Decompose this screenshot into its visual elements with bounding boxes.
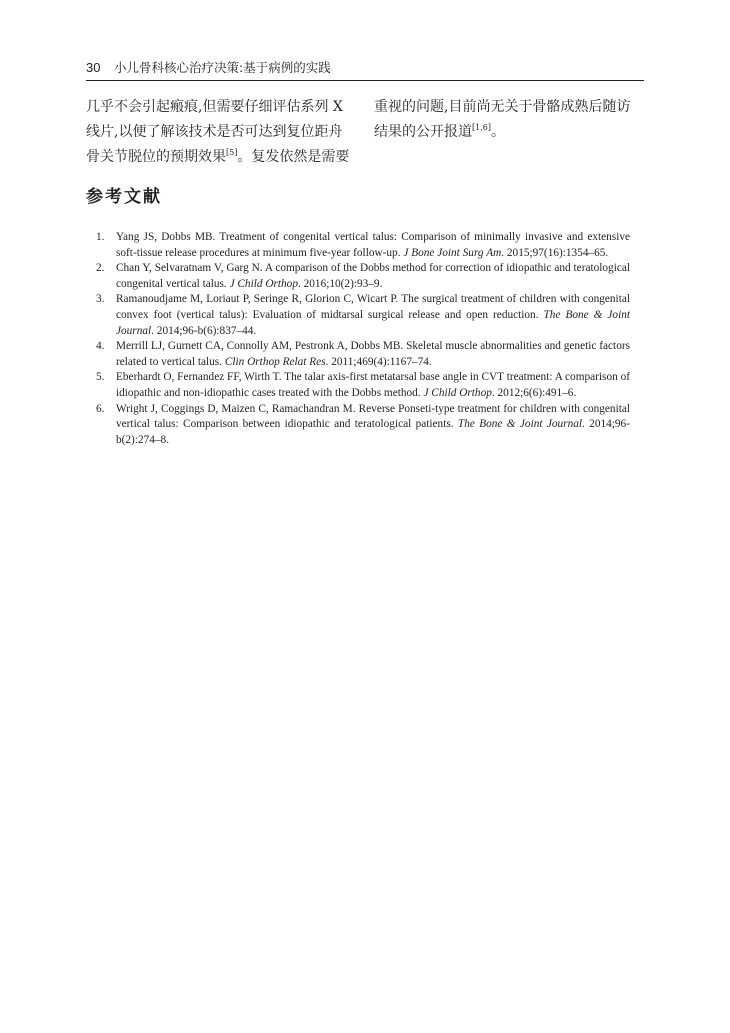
reference-journal: The Bone & Joint Journal <box>116 308 630 337</box>
body-line-tail: 。复发依然是需要 <box>237 149 350 165</box>
body-line-text: 骨关节脱位的预期效果 <box>86 149 226 165</box>
reference-tail: . 2011;469(4):1167–74. <box>325 355 432 368</box>
body-line: 线片,以便了解该技术是否可达到复位距舟 <box>86 124 343 140</box>
reference-text: Merrill LJ, Gurnett CA, Connolly AM, Pestronk A, Dobbs MB. Skeletal muscle abnormalities and genetic factors related to vertical talus. <box>116 340 630 368</box>
running-title: 小儿骨科核心治疗决策:基于病例的实践 <box>114 60 331 75</box>
reference-tail: . 2014;96-b(2):274–8. <box>116 418 630 446</box>
running-header <box>86 59 644 81</box>
reference-journal: J Child Orthop <box>229 277 298 290</box>
reference-tail: . 2016;10(2):93–9. <box>297 277 383 290</box>
reference-text: Ramanoudjame M, Loriaut P, Seringe R, Glorion C, Wicart P. The surgical treatment of children with congenital convex foot (vertical talus): Evaluation of midtarsal surgical release and open reduction. <box>116 293 630 321</box>
reference-text: Eberhardt O, Fernandez FF, Wirth T. The talar axis-first metatarsal base angle in CVT treatment: A comparison of idiopathic and non-idiopathic cases treated with the Dobbs method. <box>116 371 630 399</box>
reference-text: Chan Y, Selvaratnam V, Garg N. A comparison of the Dobbs method for correction of idiopathic and teratological congenital vertical talus. <box>116 262 630 290</box>
citation: [5] <box>226 148 238 157</box>
reference-number: 4. <box>96 340 105 353</box>
reference-item <box>96 339 630 370</box>
reference-number: 6. <box>96 402 105 415</box>
body-line <box>374 120 644 145</box>
header-rule <box>86 80 644 81</box>
reference-journal: The Bone & Joint Journal <box>457 418 582 431</box>
reference-tail: . 2012;6(6):491–6. <box>491 386 577 399</box>
reference-item <box>96 230 630 261</box>
reference-journal: J Bone Joint Surg Am <box>403 246 502 259</box>
reference-tail: . 2015;97(16):1354–65. <box>501 246 609 259</box>
reference-tail: . 2014;96-b(6):837–44. <box>151 324 257 337</box>
body-column-right <box>374 95 644 145</box>
body-line-tail: 。 <box>490 124 505 140</box>
reference-item <box>96 370 630 401</box>
reference-item <box>96 402 630 449</box>
reference-number: 1. <box>96 231 105 243</box>
body-line: 几乎不会引起瘢痕,但需要仔细评估系列 X <box>86 99 343 115</box>
reference-number: 3. <box>96 293 105 306</box>
reference-number: 5. <box>96 371 105 384</box>
body-line-text: 结果的公开报道 <box>374 124 472 140</box>
body-line: 重视的问题,目前尚无关于骨骼成熟后随访 <box>374 99 631 115</box>
reference-list <box>96 230 630 448</box>
body-line <box>86 145 366 170</box>
reference-item <box>96 292 630 339</box>
body-column-left <box>86 95 366 170</box>
reference-text: Yang JS, Dobbs MB. Treatment of congenital vertical talus: Comparison of minimally invasive and extensive soft-tissue release procedures at minimum five-year follow-up. <box>116 231 630 259</box>
reference-text: Wright J, Coggings D, Maizen C, Ramachandran M. Reverse Ponseti-type treatment for children with congenital vertical talus: Comparison between idiopathic and teratological patients. <box>116 402 630 431</box>
references-heading: 参考文献 <box>86 187 162 207</box>
reference-item <box>96 261 630 292</box>
page-number: 30 <box>86 60 101 75</box>
citation: [1,6] <box>472 123 491 132</box>
reference-journal: Clin Orthop Relat Res <box>224 355 326 368</box>
reference-number: 2. <box>96 262 105 275</box>
reference-journal: J Child Orthop <box>423 386 492 399</box>
